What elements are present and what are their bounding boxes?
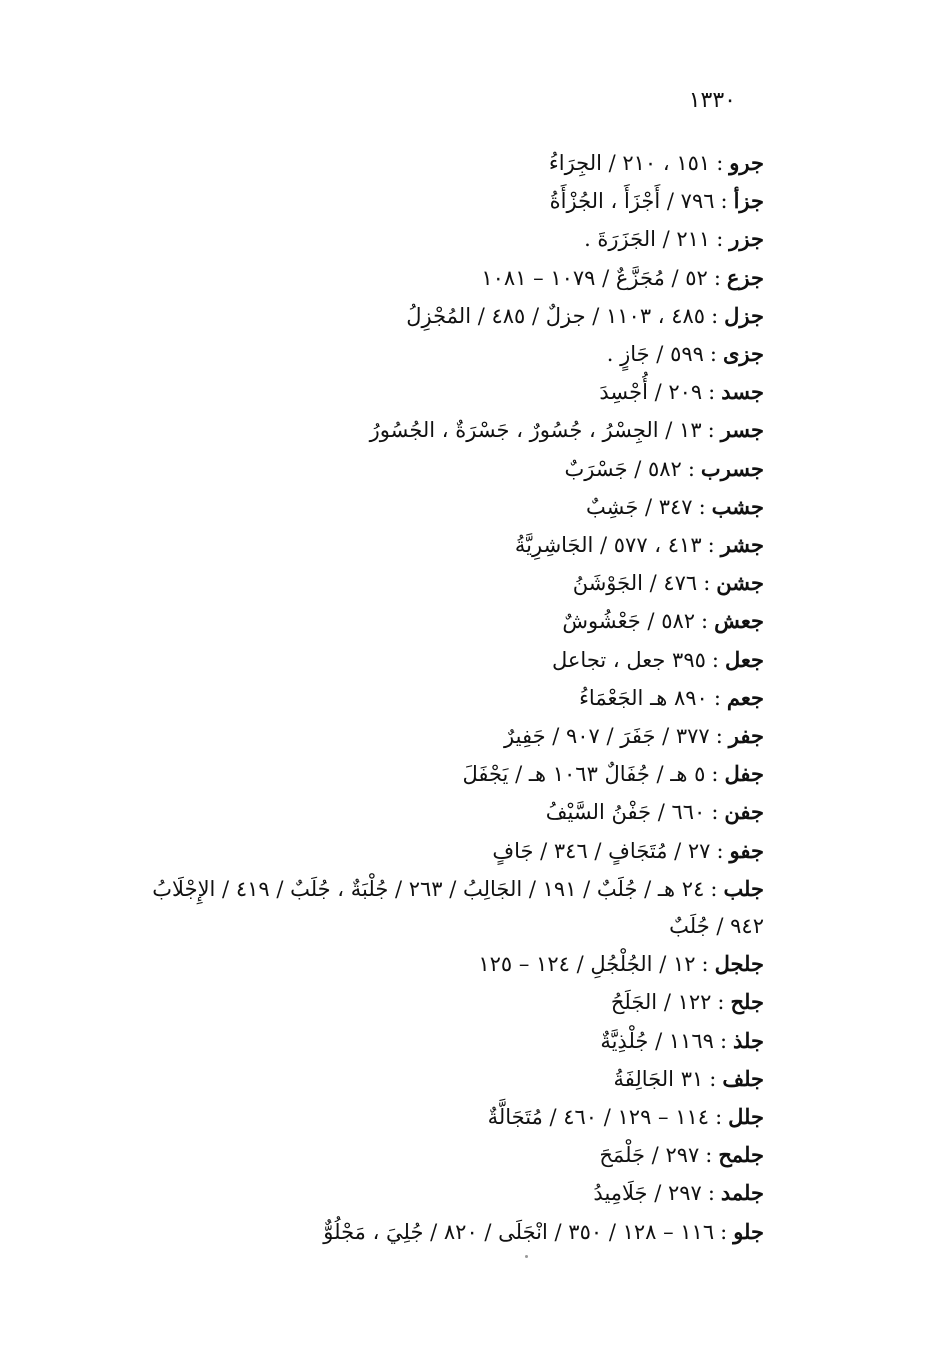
entry-text: ٢١١ / الجَزَرَةَ . [584,227,711,252]
index-entry [84,526,764,564]
index-entry [84,717,764,755]
index-entry [84,1098,764,1136]
index-entry [84,755,764,793]
entry-root: جفن [724,799,764,825]
entry-text: ٣٧٧ / جَفَرَ / ٩٠٧ / جَفِيرٌ [504,724,710,749]
entry-colon: : [716,151,724,175]
entry-text: ١١٤ – ١٢٩ / ٤٦٠ / مُتَجَالَّةٌ [487,1105,710,1130]
index-entry [84,220,764,258]
entry-root: جسد [721,379,764,405]
entry-text: ٦٦٠ / جَفْنُ السَّيْفُ [545,800,706,825]
entry-text: ١١٦٩ / جُلْذِيَّةٌ [600,1028,714,1053]
entry-text: ٤٧٦ / الجَوْشَنُ [572,571,698,596]
entry-colon: : [687,456,695,481]
entry-text: ٥٨٢ / جَسْرَبٌ [564,456,682,481]
entry-text: ٥٩٩ / جَازٍ . [606,342,704,367]
entry-text: ٢٩٧ / جَلْمَحَ [599,1143,700,1168]
entry-text: ٢٤ هـ / جُلَبٌ / ١٩١ / الجَالِبُ / ٢٦٣ / جُلْبَةٌ ، جُلَبٌ / ٤١٩ / الإِجْلَابُ [152,876,705,901]
index-entry [84,1022,764,1060]
entry-colon: : [710,876,718,901]
entry-text: ٤٨٥ ، ١١٠٣ / جزلٌ / ٤٨٥ / المُجْزِلُ [406,303,706,328]
entry-colon: : [719,1028,728,1053]
entry-text: ٣٤٧ / جَشِبٌ [585,494,693,519]
entry-colon: : [713,265,721,290]
entry-text: ١٥١ ، ٢١٠ / الجِرَاءُ [548,151,711,175]
entry-text: ١٢ / الجُلْجُلِ / ١٢٤ – ١٢٥ [478,952,696,977]
index-entry [84,564,764,602]
entry-colon: : [701,609,709,634]
entry-root: جلجل [714,951,764,977]
entry-text: ٣١ الجَالِفَةُ [613,1066,704,1091]
entry-root: جعم [726,684,764,710]
entry-colon: : [707,533,715,558]
entry-colon: : [715,1105,723,1130]
entry-root: جفل [724,761,764,787]
entry-root: جسرب [700,455,764,481]
page-number: ١٣٣٠ [688,88,736,113]
entry-root: جزل [724,302,764,328]
index-entry [84,832,764,870]
entry-colon: : [711,800,719,825]
entry-colon: : [705,1143,713,1168]
entry-text: ٣٩٥ جعل ، تجاعل [551,647,706,672]
entry-text: ٥٢ / مُجَزَّعٌ / ١٠٧٩ – ١٠٨١ [481,265,708,290]
entry-root: جفو [729,837,764,863]
index-entry [84,945,764,983]
index-entry [84,870,764,908]
entry-colon: : [709,342,717,367]
entry-text: ٢٠٩ / أُجْسِدَ [599,380,703,405]
entry-root: جلمد [720,1180,764,1206]
entry-root: جزى [722,341,764,367]
entry-root: جلل [728,1104,764,1130]
entry-root: جزر [729,226,764,252]
entry-root: جلف [722,1065,764,1091]
entry-colon: : [703,571,711,596]
entry-root: جلب [723,875,764,901]
entry-root: جشب [711,493,764,519]
entry-root: جرو [729,150,764,175]
entry-colon: : [698,494,706,519]
entry-root: جعش [714,608,764,634]
entry-text: ٨٩٠ هـ الجَعْمَاءُ [579,685,708,710]
index-entry [84,335,764,373]
entry-text: ١٣ / الجِسْرُ ، جُسُورٌ ، جَسْرَةٌ ، الجُسُورُ [369,418,702,443]
entry-root: جزع [726,264,764,290]
index-entry [84,1174,764,1212]
entry-colon: : [708,380,716,405]
entry-text: ١٢٢ / الجَلَحُ [610,990,712,1015]
entry-text: ٥ هـ / جُفَالٌ ١٠٦٣ هـ / يَجْفَلَ [462,762,706,787]
index-entry [84,793,764,831]
entry-text: ٢٩٧ / جَلَامِيدُ [593,1181,702,1206]
entry-colon: : [707,418,715,443]
entry-colon: : [711,762,719,787]
index-entry [84,411,764,449]
entry-colon: : [713,685,721,710]
index-entry [84,679,764,717]
entry-colon: : [709,1066,717,1091]
entry-colon: : [711,647,719,672]
entry-root: جلح [730,989,764,1015]
entry-colon: : [707,1181,715,1206]
entry-root: جشر [720,532,764,558]
index-entry [84,602,764,640]
index-entry [84,1136,764,1174]
entry-root: جشن [716,570,764,596]
entry-text: ٢٧ / مُتَجَافٍ / ٣٤٦ / جَافٍ [492,838,711,863]
entry-colon: : [716,838,724,863]
entry-text: ٧٩٦ / أَجْزَأَ ، الجُزْأَةُ [549,189,715,214]
index-entry [84,297,764,335]
print-speck [525,1255,528,1258]
index-entry [84,488,764,526]
entry-continuation: ٩٤٢ / جُلَبٌ [669,914,764,939]
index-entry [84,259,764,297]
index-entry [84,144,764,182]
entry-colon: : [720,189,728,214]
index-entry [84,373,764,411]
entry-colon: : [717,990,725,1015]
entry-colon: : [701,952,709,977]
entry-root: جلو [733,1218,764,1244]
entry-text: ١١٦ – ١٢٨ / ٣٥٠ / انْجَلَى / ٨٢٠ / جُلِيَ ، مَجْلُوٌّ [323,1219,715,1244]
index-entry [84,450,764,488]
entry-root: جعل [724,646,764,672]
entry-root: جلذ [733,1027,764,1053]
entry-colon: : [716,227,724,252]
entry-text: ٥٨٢ / جَعْشُوشٌ [562,609,696,634]
index-entry [84,1060,764,1098]
index-entry [84,983,764,1021]
entry-root: جفر [728,723,764,749]
entry-root: جزأ [733,188,764,214]
index-entry [84,182,764,220]
index-entries [84,144,764,1251]
index-entry [84,1213,764,1251]
index-entry [84,641,764,679]
entry-root: جسر [720,417,764,443]
entry-root: جلمح [718,1142,764,1168]
entry-text: ٤١٣ ، ٥٧٧ / الجَاشِرِيَّةُ [514,533,702,558]
entry-colon: : [720,1219,728,1244]
entry-colon: : [711,303,719,328]
entry-colon: : [715,724,723,749]
